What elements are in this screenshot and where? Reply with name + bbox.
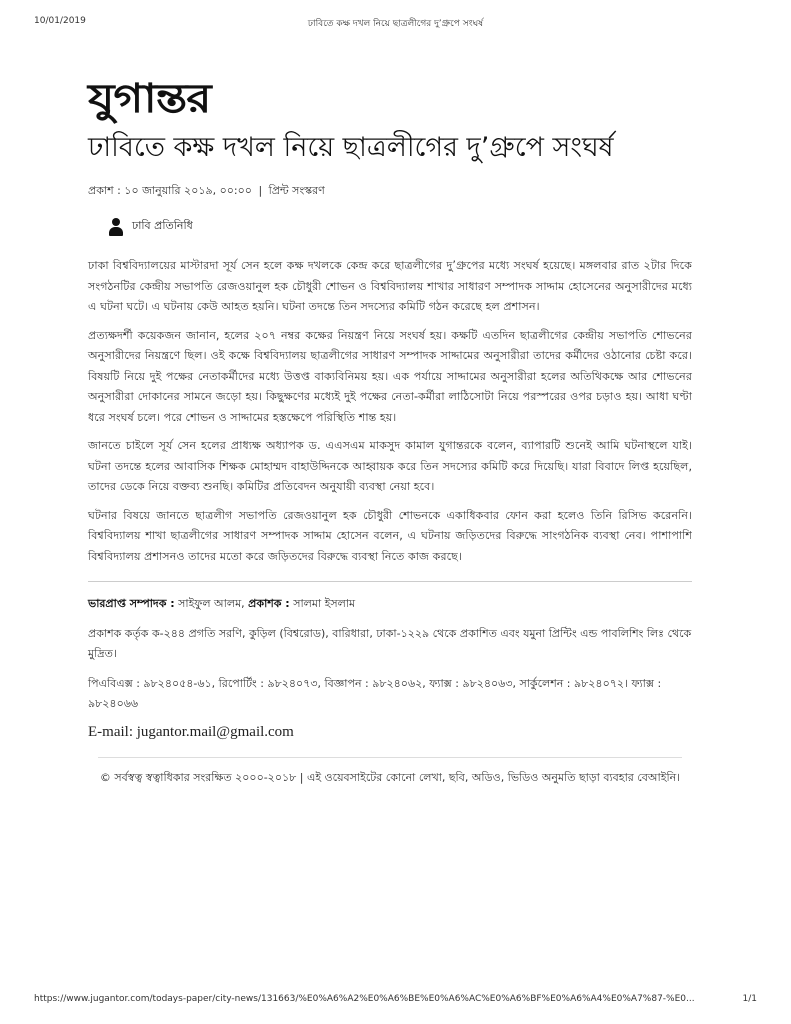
print-header-title: ঢাবিতে কক্ষ দখল নিয়ে ছাত্রলীগের দু’গ্রুপে সংঘর্ষ — [307, 19, 484, 29]
print-url: https://www.jugantor.com/todays-paper/city-news/131663/%E0%A6%A2%E0%A6%BE%E0%A6%AC%E0%A6%BF%E0%A6%A4%E0%A7%87-%E0... — [34, 994, 695, 1004]
copyright-notice: © সর্বস্বত্ব স্বত্বাধিকার সংরক্ষিত ২০০০-২০১৮ | এই ওয়েবসাইটের কোনো লেখা, ছবি, অডিও, ভিডিও অনুমতি ছাড়া ব্যবহার বেআইনি। — [98, 757, 682, 788]
article-title: ঢাবিতে কক্ষ দখল নিয়ে ছাত্রলীগের দু’গ্রুপে সংঘর্ষ — [88, 132, 614, 163]
editor-line — [88, 594, 692, 614]
jugantor-logo[interactable]: যুগান্তর — [88, 75, 211, 122]
page-number: 1/1 — [742, 994, 757, 1004]
article-paragraph: ঘটনার বিষয়ে জানতে ছাত্রলীগ সভাপতি রেজওয়ানুল হক চৌধুরী শোভনকে একাধিকবার ফোন করা হলেও তিনি রিসিভ করেননি। বিশ্ববিদ্যালয় শাখা ছাত্রলীগের সাধারণ সম্পাদক সাদ্দাম হোসেন বলেন, এ ঘটনায় জড়িতদের বিরুদ্ধে সাংগঠনিক ব্যবস্থা নেব। পাশাপাশি বিশ্ববিদ্যালয় প্রশাসনও তাদের মতো করে জড়িতদের বিরুদ্ধে ব্যবস্থা নিতে কাজ করছে। — [88, 508, 692, 563]
article-paragraph: ঢাকা বিশ্ববিদ্যালয়ের মাস্টারদা সূর্য সেন হলে কক্ষ দখলকে কেন্দ্র করে ছাত্রলীগের দু’গ্রুপের মধ্যে সংঘর্ষ হয়েছে। মঙ্গলবার রাত ২টার দিকে সংগঠনটির কেন্দ্রীয় সভাপতি রেজওয়ানুল হক চৌধুরী শোভন ও বিশ্ববিদ্যালয় শাখার সাধারণ সম্পাদক সাদ্দাম হোসেনের অনুসারীদের মধ্যে এ ঘটনা ঘটে। এ ঘটনায় কেউ আহত হয়নি। ঘটনা তদন্তে তিন সদস্যের কমিটি গঠন করেছে হল প্রশাসন। — [88, 259, 692, 313]
author-name: ঢাবি প্রতিনিধি — [132, 219, 193, 232]
divider — [88, 581, 692, 582]
contact-phones: পিএবিএক্স : ৯৮২৪০৫৪-৬১, রিপোর্টিং : ৯৮২৪০৭৩, বিজ্ঞাপন : ৯৮২৪০৬২, ফ্যাক্স : ৯৮২৪০৬৩, সার্কুলেশন : ৯৮২৪০৭২। ফ্যাক্স : ৯৮২৪০৬৬ — [88, 677, 662, 710]
meta-separator: | — [258, 184, 263, 197]
editor-label: ভারপ্রাপ্ত সম্পাদক : — [88, 597, 175, 610]
publisher-label: প্রকাশক : — [248, 597, 290, 610]
article-meta — [88, 182, 692, 201]
contact-email[interactable]: E-mail: jugantor.mail@gmail.com — [88, 724, 294, 740]
editor-name: সাইফুল আলম, — [178, 597, 245, 610]
publisher-name: সালমা ইসলাম — [293, 597, 356, 610]
author-byline — [108, 217, 692, 236]
article-page — [88, 72, 692, 788]
person-icon — [108, 218, 124, 236]
publisher-address: প্রকাশক কর্তৃক ক-২৪৪ প্রগতি সরণি, কুড়িল (বিশ্বরোড), বারিধারা, ঢাকা-১২২৯ থেকে প্রকাশিত এবং যমুনা প্রিন্টিং এন্ড পাবলিশিং লিঃ থেকে মুদ্রিত। — [88, 627, 692, 660]
edition-label: প্রিন্ট সংস্করণ — [268, 184, 325, 197]
article-paragraph: প্রত্যক্ষদর্শী কয়েকজন জানান, হলের ২০৭ নম্বর কক্ষের নিয়ন্ত্রণ নিয়ে সংঘর্ষ হয়। কক্ষটি এতদিন ছাত্রলীগের কেন্দ্রীয় সভাপতি শোভনের অনুসারীদের নিয়ন্ত্রণে ছিল। ওই কক্ষে বিশ্ববিদ্যালয় ছাত্রলীগের সাধারণ সম্পাদক সাদ্দামের অনুসারীরা তাদের কর্মীদের ওঠানোর চেষ্টা করে। বিষয়টি নিয়ে দুই পক্ষের নেতাকর্মীদের মধ্যে উত্তপ্ত বাক্যবিনিময় হয়। এক পর্যায়ে সাদ্দামের অনুসারীরা হলের অতিথিকক্ষে আর শোভনের অনুসারীরা দোকানের সামনে জড়ো হয়। কিছুক্ষণের মধ্যেই দুই পক্ষের নেতা-কর্মীরা লাঠিসোটা নিয়ে পরস্পরের ওপর চড়াও হয়। আধা ঘণ্টা ধরে সংঘর্ষ চলে। পরে শোভন ও সাদ্দামের হস্তক্ষেপে পরিস্থিতি শান্ত হয়। — [88, 328, 692, 424]
article-body — [88, 256, 692, 567]
published-date: প্রকাশ : ১০ জানুয়ারি ২০১৯, ০০:০০ — [88, 184, 252, 197]
article-paragraph: জানতে চাইলে সূর্য সেন হলের প্রাধ্যক্ষ অধ্যাপক ড. এএসএম মাকসুদ কামাল যুগান্তরকে বলেন, ব্যাপারটি শুনেই আমি ঘটনাস্থলে যাই। ঘটনা তদন্তে হলের আবাসিক শিক্ষক মোহাম্মদ বাহাউদ্দিনকে আহ্বায়ক করে তিন সদস্যের কমিটি করে দিয়েছি। যারা বিবাদে লিপ্ত হয়েছিল, তাদের ডেকে নিয়ে বক্তব্য শুনছি। কমিটির প্রতিবেদন অনুযায়ী ব্যবস্থা নেয়া হবে। — [88, 439, 692, 493]
print-date: 10/01/2019 — [34, 16, 86, 26]
